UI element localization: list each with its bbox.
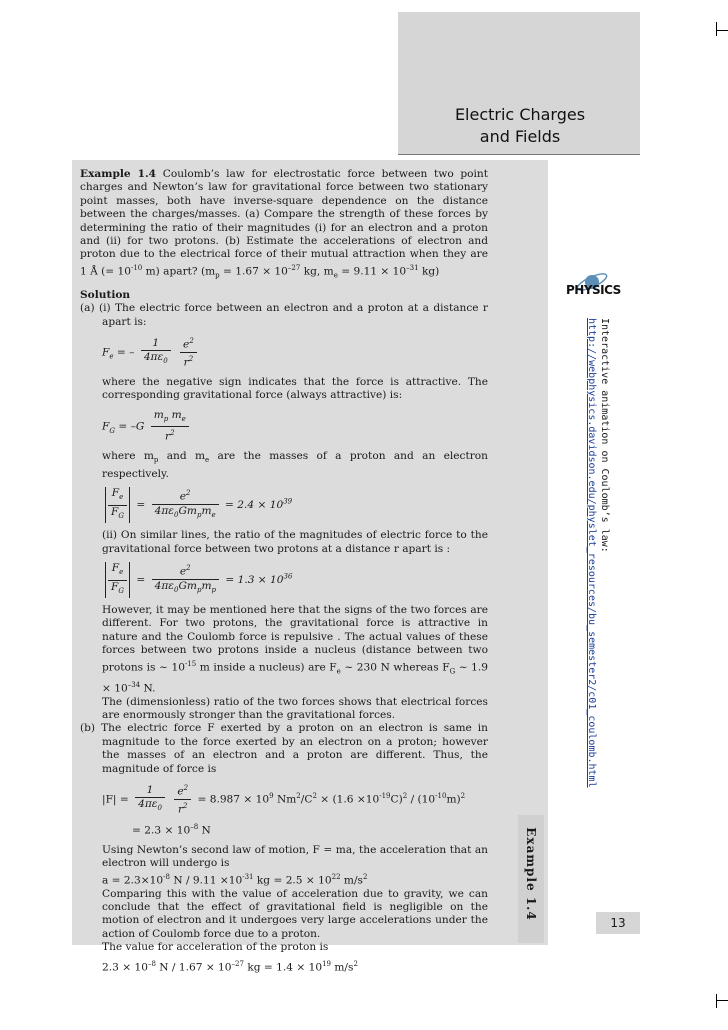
solution-heading: Solution	[80, 288, 131, 301]
proton-acceleration: $2.3 \times 10^{-8}$ $N / 1.67 \times 10^{-27}$ kg = $1.4 \times 10^{19}$ $m/s^2$	[102, 959, 358, 974]
animation-link[interactable]: http://webphysics.davidson.edu/physlet_resources/bu_semester2/c01_coulomb.html	[586, 318, 597, 788]
crop-mark	[716, 994, 717, 1008]
paragraph-proton-intro: The value for acceleration of the proton is	[102, 941, 329, 954]
side-note-caption: Interactive animation on Coulomb’s law:	[599, 318, 610, 553]
example-content	[80, 168, 488, 975]
chapter-header	[430, 104, 610, 148]
equation-ratio-electron-proton: $\frac{F_e}{F_G}$ = $\frac{e^2}{4\pi\varepsilon_0Gm_pm_e}$ = $2.4 \times 10^{39}$	[102, 487, 488, 523]
equation-ratio-two-protons: $\frac{F_e}{F_G}$ = $\frac{e^2}{4\pi\varepsilon_0Gm_pm_p}$ = $1.3 \times 10^{36}$	[102, 562, 488, 598]
example-side-tab	[518, 815, 544, 943]
paragraph-attractive: where the negative sign indicates that the force is attractive. The corresponding gravitational force (always attractive) is:	[102, 375, 488, 402]
crop-mark	[716, 1000, 728, 1001]
paragraph-newton: Using Newton’s second law of motion, F = ma, the acceleration that an electron will undergo is	[102, 843, 488, 870]
solution-part-b: (b) The electric force F exerted by a proton on an electron is same in magnitude to the force exerted by an electron on a proton; however the masses of an electron and a proton are different. Thus, the magnitude of force is	[80, 722, 488, 775]
paragraph-comparison: Comparing this with the value of acceleration due to gravity, we can conclude that the effect of gravitational field is negligible on the motion of electron and it undergoes very large accelerations under the action of Coulomb force due to a proton.	[102, 887, 488, 940]
page-number: 13	[596, 912, 640, 934]
equation-gravitational-force: $F_G = -G$ $\frac{m_p m_e}{r^2}$	[102, 409, 488, 444]
header-title-line1: Electric Charges	[454, 105, 586, 124]
electron-acceleration: $a = 2.3\times 10^{-8}$ $N / 9.11 \times 10^{-31}$ kg = $2.5 \times 10^{22}$ $m/s^2$	[102, 872, 368, 887]
equation-electric-force: $F_e$ = – $\frac{1}{4\pi\varepsilon_0}$ $\frac{e^2}{r^2}$	[102, 335, 488, 370]
header-rule	[398, 154, 640, 155]
physics-logo-text: PHYSICS	[566, 283, 621, 297]
example-tab-label: Example 1.4	[524, 827, 538, 921]
equation-force-magnitude: |F| = $\frac{1}{4\pi\varepsilon_0}$ $\frac{e^2}{r^2}$ = $8.987 \times 10^9$ $Nm^2/C^2 \times (1.6 \times 10^{-19}C)^2 / (10^{-10}m)^2$ = $2.3 \times 10^{-8}$ N	[102, 783, 466, 837]
paragraph-signs: However, it may be mentioned here that the signs of the two forces are different. For two protons, the gravitational force is attractive in nature and the Coulomb force is repulsive . The actual values of these forces between two protons inside a nucleus (distance between two protons is ~ $10^{-15}$ m inside a nucleus) are $F_e$ ~ 230 N whereas $F_G$ ~ $1.9 \times 10^{-34}$ N.	[102, 604, 488, 695]
example-statement: Example 1.4 Coulomb’s law for electrostatic force between two point charges and Newton’s law for gravitational force between two stationary point masses, both have inverse-square dependence on the distance between the charges/masses. (a) Compare the strength of these forces by determining the ratio of their magnitudes (i) for an electron and a proton and (ii) for two protons. (b) Estimate the accelerations of electron and proton due to the electrical force of their mutual attraction when they are 1 Å (= $10^{-10}$ m) apart? ($m_p = 1.67 \times 10^{-27}$ kg, $m_e = 9.11 \times 10^{-31}$ kg)	[80, 168, 488, 280]
solution-part-a-i: (a) (i) The electric force between an electron and a proton at a distance r apart is:	[80, 302, 488, 328]
paragraph-dimensionless: The (dimensionless) ratio of the two forces shows that electrical forces are enormously stronger than the gravitational forces.	[102, 695, 488, 722]
side-note	[585, 318, 610, 788]
example-label: Example 1.4	[80, 168, 157, 180]
header-title-line2: and Fields	[479, 127, 561, 146]
crop-mark	[716, 30, 728, 31]
crop-mark	[716, 22, 717, 36]
paragraph-masses: where $m_p$ and $m_e$ are the masses of a proton and an electron respectively.	[102, 450, 488, 480]
solution-part-a-ii: (ii) On similar lines, the ratio of the magnitudes of electric force to the gravitational force between two protons at a distance r apart is :	[102, 529, 488, 555]
